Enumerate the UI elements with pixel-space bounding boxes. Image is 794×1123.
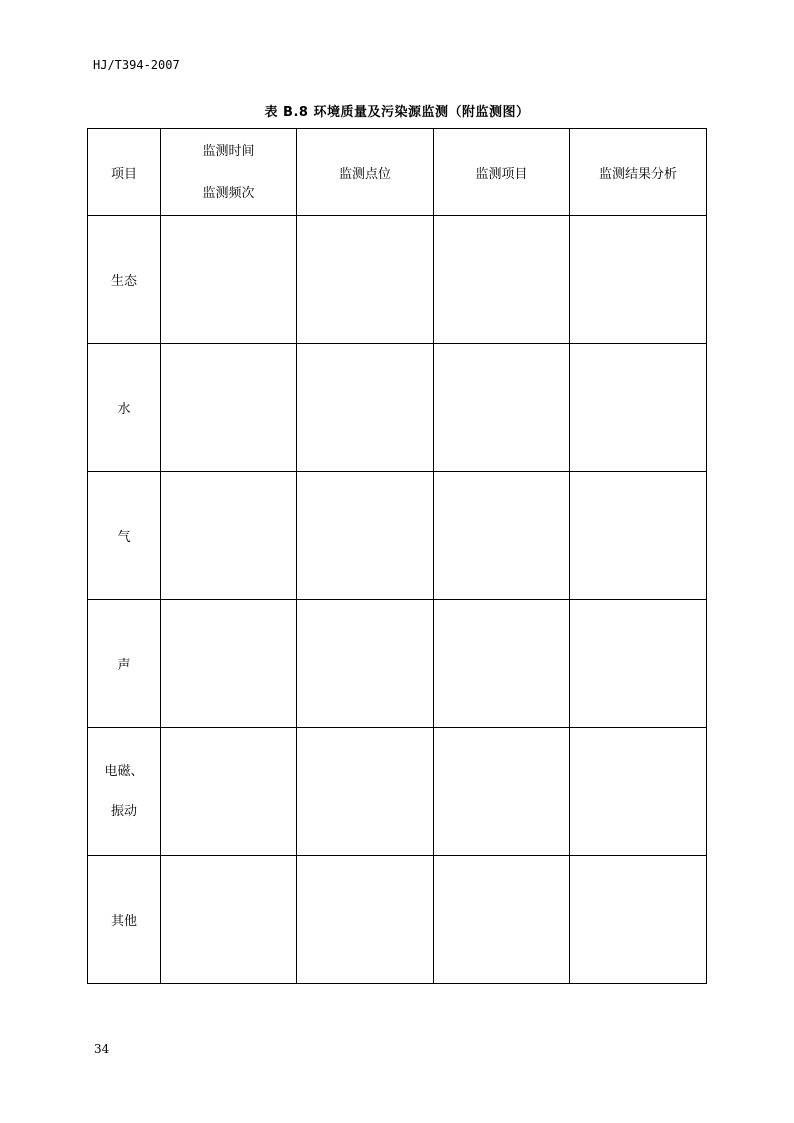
- monitoring-table: [87, 128, 707, 984]
- page-number: 34: [94, 1042, 110, 1056]
- table-header-row: [88, 129, 707, 216]
- cell-item[interactable]: [434, 216, 570, 344]
- cell-time[interactable]: [161, 216, 297, 344]
- cell-analysis[interactable]: [570, 472, 707, 600]
- row-label-line2: 振动: [110, 804, 137, 819]
- table-row: [88, 600, 707, 728]
- table-row: [88, 344, 707, 472]
- table-row: [88, 472, 707, 600]
- header-time: 监测时间: [202, 143, 255, 159]
- cell-time[interactable]: [161, 600, 297, 728]
- header-monitor-item: 监测项目: [434, 129, 570, 216]
- header-time-frequency: [161, 129, 297, 216]
- row-label: 其他: [88, 856, 161, 984]
- cell-time[interactable]: [161, 856, 297, 984]
- header-point: 监测点位: [297, 129, 434, 216]
- cell-point[interactable]: [297, 344, 434, 472]
- cell-item[interactable]: [434, 344, 570, 472]
- cell-analysis[interactable]: [570, 728, 707, 856]
- cell-analysis[interactable]: [570, 216, 707, 344]
- cell-analysis[interactable]: [570, 344, 707, 472]
- table-row: [88, 216, 707, 344]
- row-label: 水: [88, 344, 161, 472]
- cell-analysis[interactable]: [570, 600, 707, 728]
- row-label: 气: [88, 472, 161, 600]
- table-title: 表 B.8 环境质量及污染源监测（附监测图）: [264, 105, 530, 120]
- row-label: 声: [88, 600, 161, 728]
- header-analysis: 监测结果分析: [570, 129, 707, 216]
- cell-analysis[interactable]: [570, 856, 707, 984]
- cell-point[interactable]: [297, 472, 434, 600]
- cell-time[interactable]: [161, 728, 297, 856]
- cell-time[interactable]: [161, 344, 297, 472]
- table-row: [88, 856, 707, 984]
- cell-point[interactable]: [297, 856, 434, 984]
- header-item: 项目: [88, 129, 161, 216]
- cell-point[interactable]: [297, 600, 434, 728]
- row-label: 生态: [88, 216, 161, 344]
- cell-point[interactable]: [297, 728, 434, 856]
- cell-item[interactable]: [434, 600, 570, 728]
- cell-item[interactable]: [434, 472, 570, 600]
- cell-time[interactable]: [161, 472, 297, 600]
- cell-item[interactable]: [434, 728, 570, 856]
- header-frequency: 监测频次: [202, 185, 255, 201]
- row-label: [88, 728, 161, 856]
- document-code: HJ/T394-2007: [93, 58, 180, 72]
- table-row: [88, 728, 707, 856]
- cell-point[interactable]: [297, 216, 434, 344]
- cell-item[interactable]: [434, 856, 570, 984]
- row-label-line1: 电磁、: [104, 764, 144, 779]
